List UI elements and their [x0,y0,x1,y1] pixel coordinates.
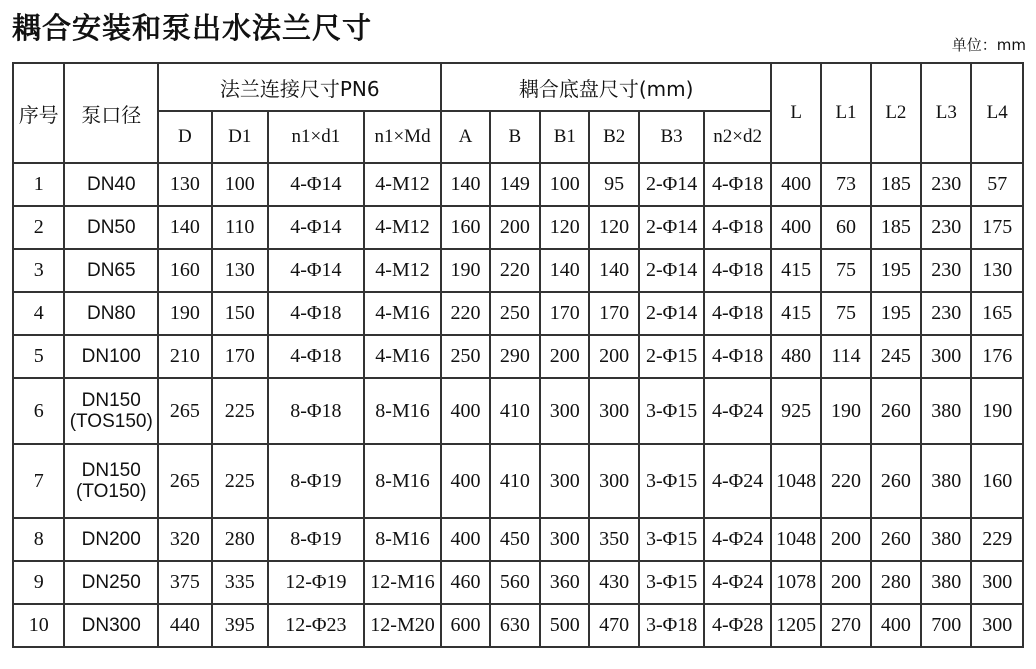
cell-no: 4 [13,292,64,335]
cell-pump-bore [64,378,158,444]
cell-A: 220 [441,292,489,335]
cell-B2: 140 [589,249,638,292]
cell-no: 7 [13,444,64,518]
cell-D: 140 [158,206,211,249]
cell-n1d1: 8-Φ18 [268,378,364,444]
cell-B3: 3-Φ15 [639,561,705,604]
cell-L3: 230 [921,163,971,206]
cell-L1: 114 [821,335,870,378]
cell-L: 415 [771,249,821,292]
cell-B1: 140 [540,249,589,292]
header-index: 序号 [13,63,64,163]
pump-bore-text: DN80 [86,303,136,324]
cell-no: 10 [13,604,64,647]
pump-bore-model: (TOS150) [69,411,153,432]
pump-bore-model: (TO150) [76,481,147,502]
cell-n2d2: 4-Φ24 [704,518,771,561]
cell-L1: 73 [821,163,870,206]
cell-n1Md: 4-M12 [364,206,442,249]
cell-n1Md: 4-M12 [364,249,442,292]
cell-D: 130 [158,163,211,206]
cell-B2: 300 [589,444,638,518]
cell-L2: 185 [871,206,921,249]
cell-L2: 195 [871,292,921,335]
cell-D: 265 [158,444,211,518]
pump-bore-text: DN65 [86,260,136,281]
cell-B1: 120 [540,206,589,249]
cell-n2d2: 4-Φ18 [704,335,771,378]
cell-B1: 200 [540,335,589,378]
cell-B3: 3-Φ15 [639,378,705,444]
cell-D1: 280 [212,518,268,561]
cell-B: 220 [490,249,540,292]
cell-n2d2: 4-Φ24 [704,444,771,518]
cell-A: 400 [441,518,489,561]
cell-L: 415 [771,292,821,335]
cell-L1: 220 [821,444,870,518]
cell-L: 925 [771,378,821,444]
cell-no: 6 [13,378,64,444]
cell-L3: 230 [921,249,971,292]
cell-pump-bore [64,335,158,378]
cell-B: 410 [490,444,540,518]
header-L3: L3 [921,63,971,163]
cell-n2d2: 4-Φ18 [704,163,771,206]
table-row [13,163,1023,206]
cell-B1: 360 [540,561,589,604]
cell-B3: 3-Φ15 [639,444,705,518]
cell-pump-bore [64,561,158,604]
cell-n2d2: 4-Φ24 [704,561,771,604]
cell-L: 1205 [771,604,821,647]
cell-B2: 350 [589,518,638,561]
cell-L3: 380 [921,518,971,561]
cell-L3: 700 [921,604,971,647]
cell-B2: 120 [589,206,638,249]
cell-D: 320 [158,518,211,561]
header-B1: B1 [540,111,589,163]
header-L2: L2 [871,63,921,163]
cell-L3: 300 [921,335,971,378]
header-B2: B2 [589,111,638,163]
header-L1: L1 [821,63,870,163]
cell-B2: 470 [589,604,638,647]
header-A: A [441,111,489,163]
cell-B1: 300 [540,518,589,561]
cell-L1: 75 [821,292,870,335]
table-row [13,561,1023,604]
table-row [13,604,1023,647]
cell-B3: 2-Φ14 [639,163,705,206]
header-B: B [490,111,540,163]
cell-pump-bore [64,292,158,335]
cell-L4: 57 [971,163,1023,206]
cell-n2d2: 4-Φ24 [704,378,771,444]
cell-pump-bore [64,604,158,647]
cell-n1d1: 4-Φ14 [268,163,364,206]
cell-no: 3 [13,249,64,292]
cell-pump-bore [64,444,158,518]
cell-n1Md: 12-M20 [364,604,442,647]
cell-n2d2: 4-Φ18 [704,292,771,335]
table-row [13,292,1023,335]
cell-L4: 175 [971,206,1023,249]
cell-B3: 2-Φ14 [639,292,705,335]
cell-B1: 300 [540,444,589,518]
pump-bore-text: DN250 [81,572,141,593]
cell-D1: 335 [212,561,268,604]
cell-L4: 300 [971,561,1023,604]
cell-pump-bore [64,163,158,206]
cell-B2: 170 [589,292,638,335]
table-row [13,249,1023,292]
cell-A: 160 [441,206,489,249]
cell-n1Md: 4-M12 [364,163,442,206]
cell-B2: 200 [589,335,638,378]
pump-bore-text: DN150 [81,460,141,481]
cell-D1: 170 [212,335,268,378]
cell-L2: 260 [871,518,921,561]
header-L4: L4 [971,63,1023,163]
unit-label: 单位：mm [951,36,1026,54]
cell-L2: 185 [871,163,921,206]
cell-D: 160 [158,249,211,292]
cell-B1: 100 [540,163,589,206]
cell-B3: 3-Φ15 [639,518,705,561]
cell-L1: 270 [821,604,870,647]
cell-L: 400 [771,163,821,206]
cell-n1d1: 4-Φ18 [268,335,364,378]
header-L: L [771,63,821,163]
header-pump-bore: 泵口径 [64,63,158,163]
cell-n1Md: 8-M16 [364,444,442,518]
header-base-group: 耦合底盘尺寸(mm) [441,63,771,111]
cell-n1Md: 8-M16 [364,378,442,444]
header-D1: D1 [212,111,268,163]
cell-L4: 176 [971,335,1023,378]
cell-D: 190 [158,292,211,335]
cell-D1: 225 [212,444,268,518]
cell-L3: 230 [921,292,971,335]
cell-no: 1 [13,163,64,206]
cell-L3: 380 [921,561,971,604]
header-row-top [13,63,1023,111]
cell-A: 460 [441,561,489,604]
cell-B: 200 [490,206,540,249]
cell-L2: 280 [871,561,921,604]
cell-n1d1: 8-Φ19 [268,518,364,561]
cell-L: 1048 [771,518,821,561]
cell-L1: 75 [821,249,870,292]
cell-n1Md: 8-M16 [364,518,442,561]
cell-no: 9 [13,561,64,604]
table-row [13,206,1023,249]
cell-B2: 95 [589,163,638,206]
cell-no: 5 [13,335,64,378]
cell-A: 400 [441,444,489,518]
cell-D: 440 [158,604,211,647]
cell-n1Md: 4-M16 [364,292,442,335]
cell-L2: 400 [871,604,921,647]
cell-L4: 160 [971,444,1023,518]
cell-n1d1: 12-Φ23 [268,604,364,647]
header-n2d2: n2×d2 [704,111,771,163]
cell-n1Md: 12-M16 [364,561,442,604]
pump-bore-text: DN50 [86,217,136,238]
pump-bore-text: DN200 [81,529,141,550]
header-n1d1: n1×d1 [268,111,364,163]
cell-L2: 195 [871,249,921,292]
pump-bore-text: DN150 [81,390,141,411]
table-row [13,378,1023,444]
cell-D1: 150 [212,292,268,335]
cell-n2d2: 4-Φ18 [704,206,771,249]
cell-L1: 190 [821,378,870,444]
pump-bore-text: DN300 [81,615,141,636]
cell-n1d1: 8-Φ19 [268,444,364,518]
cell-L1: 200 [821,561,870,604]
cell-L3: 230 [921,206,971,249]
header-D: D [158,111,211,163]
cell-B1: 170 [540,292,589,335]
cell-A: 600 [441,604,489,647]
cell-pump-bore [64,206,158,249]
cell-L2: 260 [871,444,921,518]
cell-A: 400 [441,378,489,444]
cell-D1: 395 [212,604,268,647]
cell-B2: 430 [589,561,638,604]
cell-n2d2: 4-Φ18 [704,249,771,292]
cell-B: 560 [490,561,540,604]
cell-D1: 110 [212,206,268,249]
cell-L4: 165 [971,292,1023,335]
cell-L: 400 [771,206,821,249]
cell-L2: 260 [871,378,921,444]
cell-D1: 100 [212,163,268,206]
cell-n2d2: 4-Φ28 [704,604,771,647]
header-flange-group: 法兰连接尺寸PN6 [158,63,441,111]
table-row [13,518,1023,561]
cell-B: 630 [490,604,540,647]
table-row [13,335,1023,378]
cell-B3: 3-Φ18 [639,604,705,647]
cell-B1: 500 [540,604,589,647]
cell-L: 1078 [771,561,821,604]
dimension-table [12,62,1024,648]
cell-B: 149 [490,163,540,206]
cell-L1: 60 [821,206,870,249]
header-B3: B3 [639,111,705,163]
cell-B: 410 [490,378,540,444]
pump-bore-text: DN100 [81,346,141,367]
cell-D: 265 [158,378,211,444]
cell-B3: 2-Φ14 [639,206,705,249]
cell-D: 210 [158,335,211,378]
cell-B1: 300 [540,378,589,444]
cell-B2: 300 [589,378,638,444]
cell-B3: 2-Φ15 [639,335,705,378]
cell-D1: 130 [212,249,268,292]
cell-L4: 130 [971,249,1023,292]
cell-L4: 300 [971,604,1023,647]
cell-no: 2 [13,206,64,249]
cell-L: 1048 [771,444,821,518]
cell-n1Md: 4-M16 [364,335,442,378]
cell-L4: 190 [971,378,1023,444]
cell-n1d1: 4-Φ14 [268,249,364,292]
pump-bore-text: DN40 [86,174,136,195]
cell-n1d1: 4-Φ18 [268,292,364,335]
cell-B3: 2-Φ14 [639,249,705,292]
cell-L3: 380 [921,444,971,518]
cell-pump-bore [64,249,158,292]
cell-L4: 229 [971,518,1023,561]
table-body [13,163,1023,647]
cell-L1: 200 [821,518,870,561]
cell-L: 480 [771,335,821,378]
page-title: 耦合安装和泵出水法兰尺寸 [12,11,373,45]
cell-B: 290 [490,335,540,378]
cell-A: 190 [441,249,489,292]
header-n1Md: n1×Md [364,111,442,163]
cell-B: 250 [490,292,540,335]
cell-L2: 245 [871,335,921,378]
cell-L3: 380 [921,378,971,444]
cell-pump-bore [64,518,158,561]
table-row [13,444,1023,518]
cell-n1d1: 12-Φ19 [268,561,364,604]
cell-A: 250 [441,335,489,378]
cell-A: 140 [441,163,489,206]
cell-D: 375 [158,561,211,604]
cell-D1: 225 [212,378,268,444]
cell-no: 8 [13,518,64,561]
cell-B: 450 [490,518,540,561]
cell-n1d1: 4-Φ14 [268,206,364,249]
